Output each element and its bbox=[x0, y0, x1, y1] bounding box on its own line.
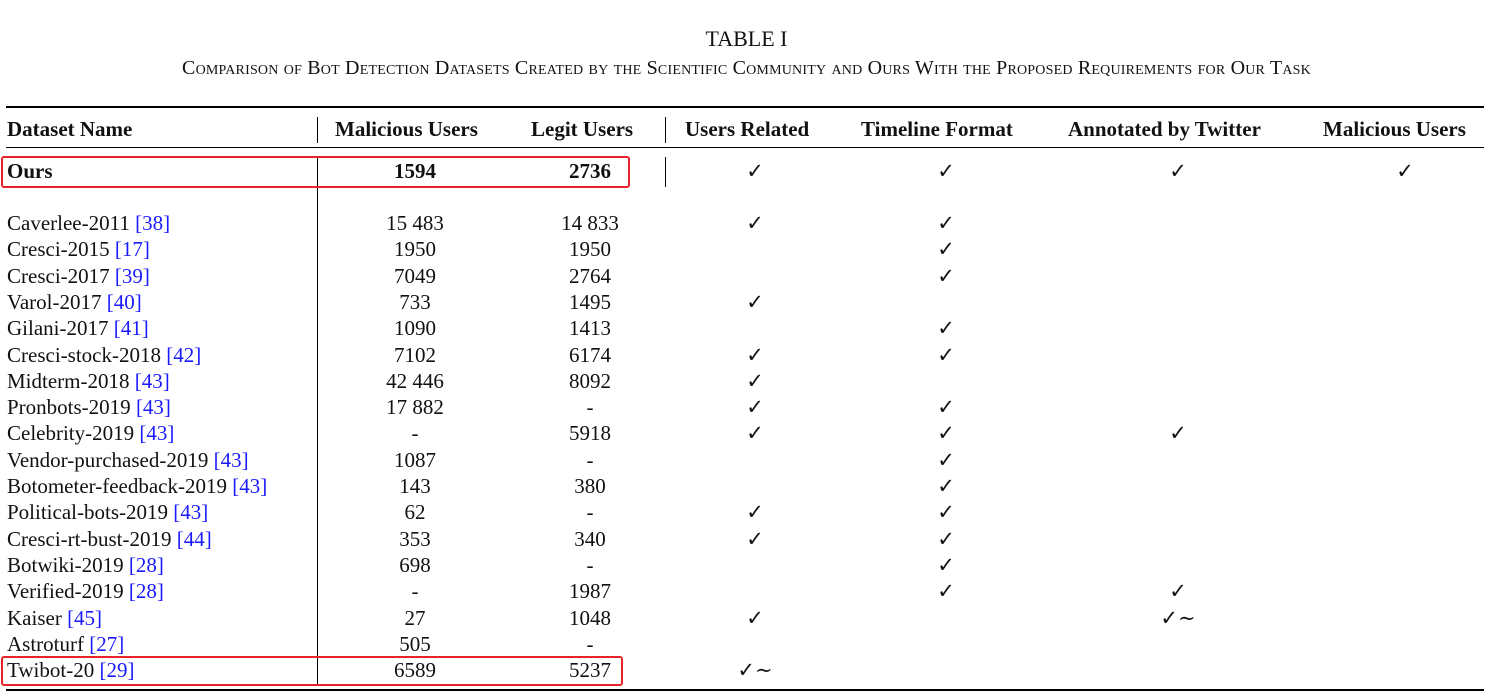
header-dataset-name: Dataset Name bbox=[7, 117, 133, 141]
table-row bbox=[0, 447, 1493, 473]
highlight-box-ours bbox=[1, 156, 630, 188]
cell-dataset-name bbox=[7, 263, 150, 289]
dataset-label: Botwiki-2019 bbox=[7, 553, 124, 577]
citation-link[interactable]: [43] bbox=[173, 500, 209, 524]
cell-malicious: - bbox=[411, 421, 419, 445]
cell-legit: 1987 bbox=[569, 579, 611, 603]
cell-timeline-format: ✓ bbox=[937, 264, 955, 288]
table-row bbox=[0, 605, 1493, 631]
citation-link[interactable]: [41] bbox=[113, 316, 149, 340]
citation-link[interactable]: [43] bbox=[134, 369, 170, 393]
citation-link[interactable]: [17] bbox=[114, 237, 150, 261]
table-row bbox=[0, 473, 1493, 499]
bottom-rule bbox=[6, 689, 1484, 691]
cell-legit: - bbox=[586, 500, 594, 524]
cell-timeline-format: ✓ bbox=[937, 474, 955, 498]
table-row bbox=[0, 210, 1493, 236]
cell-dataset-name bbox=[7, 631, 124, 657]
table-title: Comparison of Bot Detection Datasets Created by the Scientific Community and Ours With the Proposed Requirements for Our Task bbox=[182, 57, 1311, 79]
cell-timeline-format: ✓ bbox=[937, 500, 955, 524]
cell-malicious-users-req: ✓ bbox=[1396, 159, 1414, 183]
cell-legit: 2764 bbox=[569, 264, 611, 288]
header-legit-users: Legit Users bbox=[531, 117, 634, 141]
cell-dataset-name bbox=[7, 368, 170, 394]
cell-malicious: 7049 bbox=[394, 264, 436, 288]
citation-link[interactable]: [43] bbox=[232, 474, 268, 498]
table-row bbox=[0, 631, 1493, 657]
dataset-label: Kaiser bbox=[7, 606, 62, 630]
table-number: TABLE I bbox=[705, 26, 788, 51]
citation-link[interactable]: [43] bbox=[135, 395, 171, 419]
header-annotated-by-twitter: Annotated by Twitter bbox=[1068, 117, 1261, 141]
table-row bbox=[0, 263, 1493, 289]
cell-dataset-name bbox=[7, 447, 249, 473]
cell-annotated: ✓∼ bbox=[1160, 606, 1196, 630]
cell-malicious: 1594 bbox=[394, 159, 436, 183]
cell-legit: 340 bbox=[574, 527, 606, 551]
dataset-label: Midterm-2018 bbox=[7, 369, 130, 393]
cell-users-related: ✓ bbox=[746, 527, 764, 551]
cell-legit: 1950 bbox=[569, 237, 611, 261]
cell-legit: 5918 bbox=[569, 421, 611, 445]
table-row bbox=[0, 394, 1493, 420]
cell-dataset-name bbox=[7, 499, 208, 525]
dataset-label: Pronbots-2019 bbox=[7, 395, 131, 419]
header-malicious-users: Malicious Users bbox=[335, 117, 478, 141]
cell-timeline-format: ✓ bbox=[937, 395, 955, 419]
cell-timeline-format: ✓ bbox=[937, 343, 955, 367]
cell-dataset-name bbox=[7, 420, 174, 446]
cell-dataset-name bbox=[7, 394, 171, 420]
table-row bbox=[0, 342, 1493, 368]
cell-malicious: 27 bbox=[404, 606, 426, 630]
cell-timeline-format: ✓ bbox=[937, 211, 955, 235]
cell-annotated: ✓ bbox=[1169, 421, 1187, 445]
column-divider bbox=[317, 117, 318, 143]
table-caption bbox=[0, 26, 1493, 81]
citation-link[interactable]: [29] bbox=[99, 658, 135, 682]
cell-users-related: ✓ bbox=[746, 421, 764, 445]
citation-link[interactable]: [42] bbox=[166, 343, 202, 367]
header-rule bbox=[6, 147, 1484, 148]
cell-legit: 5237 bbox=[569, 658, 611, 682]
cell-malicious: 1090 bbox=[394, 316, 436, 340]
cell-dataset-name bbox=[7, 578, 164, 604]
cell-malicious: 62 bbox=[404, 500, 426, 524]
cell-annotated: ✓ bbox=[1169, 159, 1187, 183]
cell-timeline-format: ✓ bbox=[937, 448, 955, 472]
cell-dataset-name bbox=[7, 552, 164, 578]
cell-malicious: 353 bbox=[399, 527, 431, 551]
table-row bbox=[0, 420, 1493, 446]
cell-dataset-name bbox=[7, 210, 170, 236]
dataset-label: Varol-2017 bbox=[7, 290, 102, 314]
cell-malicious: 6589 bbox=[394, 658, 436, 682]
cell-malicious: - bbox=[411, 579, 419, 603]
cell-legit: - bbox=[586, 448, 594, 472]
cell-timeline-format: ✓ bbox=[937, 553, 955, 577]
cell-legit: - bbox=[586, 553, 594, 577]
citation-link[interactable]: [43] bbox=[139, 421, 175, 445]
table-row bbox=[0, 289, 1493, 315]
cell-legit: 14 833 bbox=[561, 211, 619, 235]
cell-dataset-name: Ours bbox=[7, 159, 53, 183]
cell-malicious: 7102 bbox=[394, 343, 436, 367]
dataset-label: Caverlee-2011 bbox=[7, 211, 130, 235]
citation-link[interactable]: [44] bbox=[176, 527, 212, 551]
cell-dataset-name bbox=[7, 236, 150, 262]
cell-malicious: 505 bbox=[399, 632, 431, 656]
cell-timeline-format: ✓ bbox=[937, 421, 955, 445]
cell-dataset-name bbox=[7, 526, 212, 552]
citation-link[interactable]: [28] bbox=[128, 553, 164, 577]
top-rule bbox=[6, 106, 1484, 108]
cell-legit: - bbox=[586, 395, 594, 419]
cell-legit: 6174 bbox=[569, 343, 611, 367]
header-timeline-format: Timeline Format bbox=[861, 117, 1013, 141]
dataset-label: Cresci-rt-bust-2019 bbox=[7, 527, 172, 551]
dataset-label: Verified-2019 bbox=[7, 579, 124, 603]
cell-users-related: ✓ bbox=[746, 606, 764, 630]
table-row bbox=[0, 315, 1493, 341]
cell-malicious: 42 446 bbox=[386, 369, 444, 393]
citation-link[interactable]: [40] bbox=[106, 290, 142, 314]
cell-timeline-format: ✓ bbox=[937, 579, 955, 603]
cell-legit: 1413 bbox=[569, 316, 611, 340]
citation-link[interactable]: [39] bbox=[114, 264, 150, 288]
cell-users-related: ✓ bbox=[746, 211, 764, 235]
cell-users-related: ✓ bbox=[746, 395, 764, 419]
table-row bbox=[0, 368, 1493, 394]
citation-link[interactable]: [28] bbox=[128, 579, 164, 603]
cell-users-related: ✓ bbox=[746, 500, 764, 524]
cell-users-related: ✓ bbox=[746, 159, 764, 183]
cell-users-related: ✓ bbox=[746, 290, 764, 314]
cell-legit: 8092 bbox=[569, 369, 611, 393]
cell-dataset-name bbox=[7, 289, 142, 315]
cell-malicious: 1950 bbox=[394, 237, 436, 261]
cell-dataset-name bbox=[7, 473, 267, 499]
column-divider bbox=[665, 117, 666, 143]
citation-link[interactable]: [27] bbox=[89, 632, 125, 656]
cell-dataset-name bbox=[7, 315, 149, 341]
table-row bbox=[0, 526, 1493, 552]
dataset-label: Botometer-feedback-2019 bbox=[7, 474, 227, 498]
dataset-label: Cresci-2017 bbox=[7, 264, 110, 288]
dataset-label: Celebrity-2019 bbox=[7, 421, 135, 445]
cell-malicious: 1087 bbox=[394, 448, 436, 472]
dataset-label: Vendor-purchased-2019 bbox=[7, 448, 209, 472]
citation-link[interactable]: [43] bbox=[213, 448, 249, 472]
cell-timeline-format: ✓ bbox=[937, 159, 955, 183]
header-users-related: Users Related bbox=[685, 117, 810, 141]
cell-malicious: 15 483 bbox=[386, 211, 444, 235]
dataset-label: Astroturf bbox=[7, 632, 84, 656]
dataset-label: Cresci-stock-2018 bbox=[7, 343, 161, 367]
cell-legit: - bbox=[586, 632, 594, 656]
cell-legit: 1048 bbox=[569, 606, 611, 630]
cell-malicious: 733 bbox=[399, 290, 431, 314]
cell-dataset-name bbox=[7, 605, 102, 631]
cell-legit: 2736 bbox=[569, 159, 611, 183]
highlight-box-twibot bbox=[1, 656, 623, 686]
table-row bbox=[0, 552, 1493, 578]
cell-malicious: 698 bbox=[399, 553, 431, 577]
cell-users-related: ✓ bbox=[746, 369, 764, 393]
cell-timeline-format: ✓ bbox=[937, 316, 955, 340]
cell-dataset-name bbox=[7, 342, 201, 368]
dataset-label: Cresci-2015 bbox=[7, 237, 110, 261]
dataset-label: Political-bots-2019 bbox=[7, 500, 168, 524]
cell-malicious: 143 bbox=[399, 474, 431, 498]
cell-legit: 380 bbox=[574, 474, 606, 498]
cell-annotated: ✓ bbox=[1169, 579, 1187, 603]
cell-users-related: ✓∼ bbox=[737, 658, 773, 682]
header-malicious-users-req: Malicious Users bbox=[1323, 117, 1466, 141]
table-row bbox=[0, 578, 1493, 604]
table-row bbox=[0, 236, 1493, 262]
citation-link[interactable]: [45] bbox=[67, 606, 103, 630]
cell-malicious: 17 882 bbox=[386, 395, 444, 419]
dataset-label: Gilani-2017 bbox=[7, 316, 109, 340]
citation-link[interactable]: [38] bbox=[135, 211, 171, 235]
dataset-label: Twibot-20 bbox=[7, 658, 95, 682]
cell-timeline-format: ✓ bbox=[937, 237, 955, 261]
table-row bbox=[0, 499, 1493, 525]
cell-users-related: ✓ bbox=[746, 343, 764, 367]
cell-timeline-format: ✓ bbox=[937, 527, 955, 551]
cell-legit: 1495 bbox=[569, 290, 611, 314]
